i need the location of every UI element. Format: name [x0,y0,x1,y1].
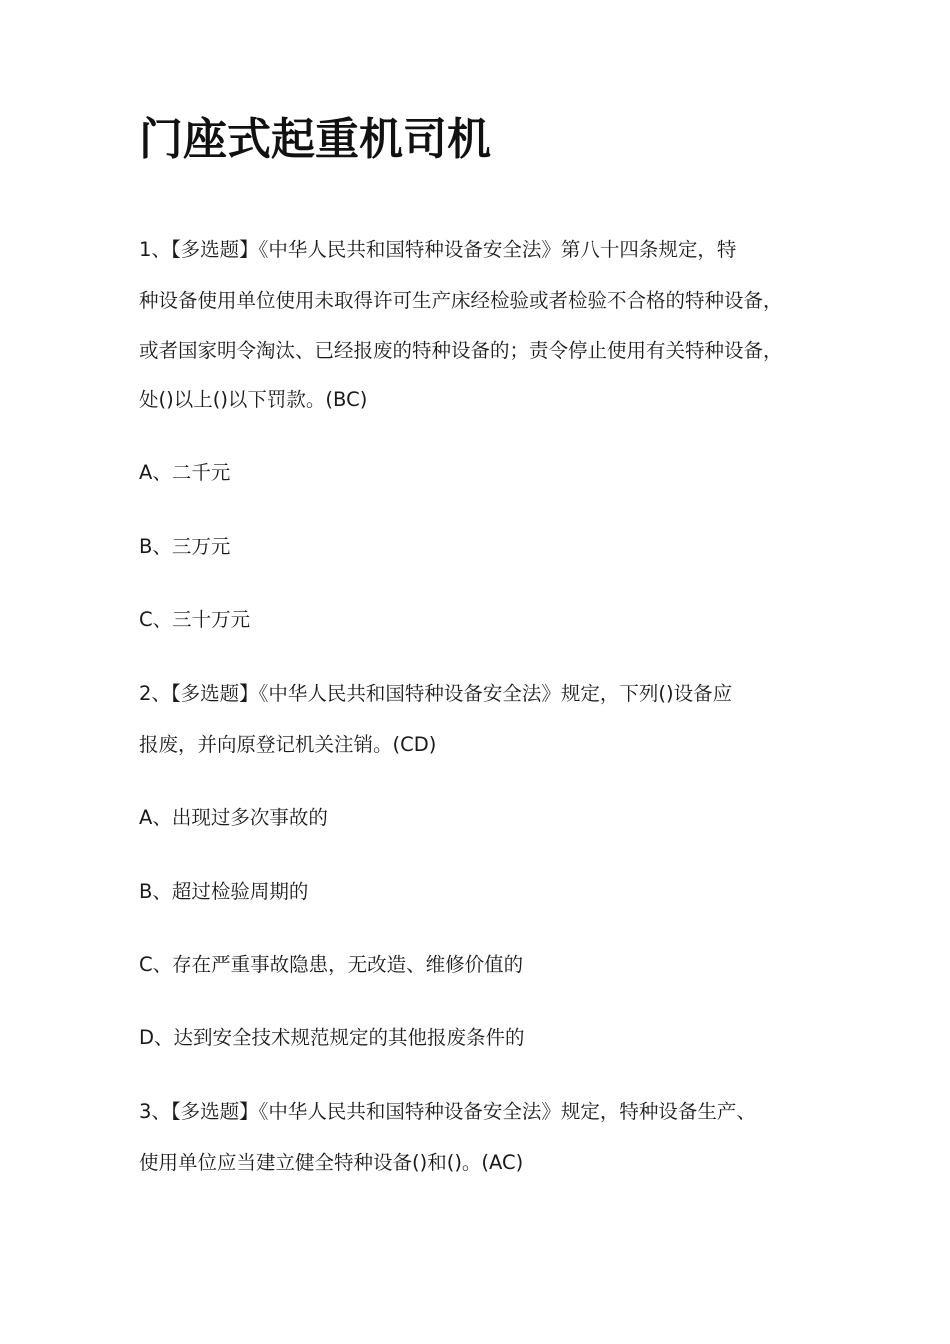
question-1-option-c: C、三十万元 [139,608,251,631]
question-2-option-a: A、出现过多次事故的 [139,806,328,829]
question-2-line-2: 报废，并向原登记机关注销。(CD) [139,733,437,756]
question-1-option-b: B、三万元 [139,535,231,558]
question-1-line-4: 处()以上()以下罚款。(BC) [139,388,368,411]
question-2-option-d: D、达到安全技术规范规定的其他报废条件的 [139,1026,525,1049]
question-3-line-2: 使用单位应当建立健全特种设备()和()。(AC) [139,1151,524,1174]
question-1-line-2: 种设备使用单位使用未取得许可生产床经检验或者检验不合格的特种设备， [139,289,783,312]
question-3-line-1: 3、【多选题】《中华人民共和国特种设备安全法》规定，特种设备生产、 [139,1100,756,1123]
question-1-option-a: A、二千元 [139,461,231,484]
question-2-line-1: 2、【多选题】《中华人民共和国特种设备安全法》规定，下列()设备应 [139,682,733,705]
question-2-option-b: B、超过检验周期的 [139,880,309,903]
question-1-line-3: 或者国家明令淘汰、已经报废的特种设备的；责令停止使用有关特种设备， [139,339,783,362]
question-1-line-1: 1、【多选题】《中华人民共和国特种设备安全法》第八十四条规定，特 [139,238,737,261]
page-title: 门座式起重机司机 [139,114,491,165]
question-2-option-c: C、存在严重事故隐患，无改造、维修价值的 [139,953,524,976]
